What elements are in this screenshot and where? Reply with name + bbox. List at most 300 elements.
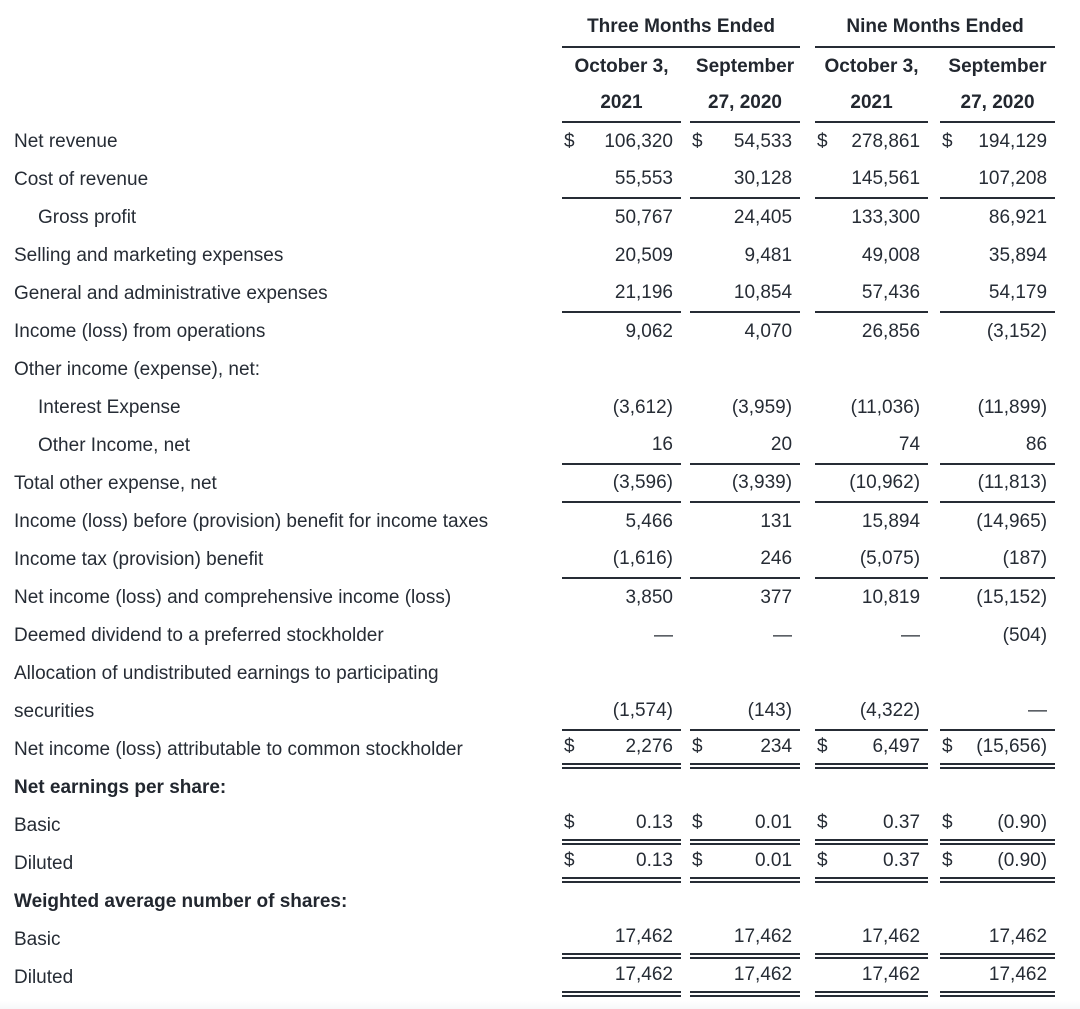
cell-value: 246 (760, 548, 793, 569)
table-row (14, 465, 1055, 503)
row-label: Income (loss) before (provision) benefit for income taxes (14, 511, 489, 532)
row-label: Basic (14, 815, 61, 836)
table-row (14, 959, 1055, 997)
value-cell-2 (690, 921, 800, 959)
value-cell-3 (815, 921, 928, 959)
column-gap (800, 389, 815, 427)
column-header-line1: October 3, (824, 55, 919, 77)
column-gap (681, 351, 690, 389)
table-row (14, 351, 1055, 389)
column-gap (800, 655, 815, 693)
column-header-line1: October 3, (574, 55, 669, 77)
value-cell-4 (940, 161, 1055, 199)
value-cell-3 (815, 693, 928, 731)
cell-value: 3,850 (625, 587, 673, 608)
column-gap (681, 389, 690, 427)
cell-value: 54,533 (733, 131, 793, 152)
header-gap (928, 48, 940, 123)
column-gap (800, 427, 815, 465)
cell-value: (3,959) (731, 397, 793, 418)
column-gap (681, 921, 690, 959)
dollar-sign: $ (564, 131, 575, 152)
value-cell-3 (815, 655, 928, 693)
column-header-line1: September (695, 55, 795, 77)
value-cell-3 (815, 579, 928, 617)
column-gap (928, 769, 940, 807)
cell-value: 17,462 (861, 926, 921, 947)
value-cell-4 (940, 275, 1055, 313)
row-label: Net earnings per share: (14, 777, 227, 798)
cell-value: 145,561 (851, 168, 921, 189)
column-gap (681, 237, 690, 275)
row-label: Selling and marketing expenses (14, 245, 284, 266)
column-gap (681, 845, 690, 883)
value-cell-3 (815, 161, 928, 199)
column-header-line2: 27, 2020 (960, 91, 1035, 113)
column-gap (928, 541, 940, 579)
column-gap (681, 541, 690, 579)
cell-value: — (901, 625, 921, 646)
cell-value: 50,767 (614, 207, 673, 228)
row-label: Gross profit (38, 207, 137, 228)
column-header-3 (815, 48, 928, 123)
row-label: Income tax (provision) benefit (14, 549, 264, 570)
cell-value: (1,574) (612, 700, 673, 721)
value-cell-1 (562, 123, 681, 161)
value-cell-2 (690, 541, 800, 579)
cell-value: 278,861 (851, 131, 921, 152)
value-cell-1 (562, 503, 681, 541)
value-cell-2 (690, 693, 800, 731)
cell-value: 0.13 (636, 850, 673, 871)
value-cell-4 (940, 427, 1055, 465)
dollar-sign: $ (564, 812, 575, 833)
column-gap (681, 617, 690, 655)
cell-value: — (773, 625, 793, 646)
cell-value: (0.90) (997, 850, 1048, 871)
column-header-line2: 2021 (600, 91, 643, 113)
cell-value: 20 (770, 434, 793, 455)
cell-value: (15,656) (976, 736, 1048, 757)
value-cell-4 (940, 123, 1055, 161)
value-cell-1 (562, 199, 681, 237)
table-row (14, 427, 1055, 465)
column-gap (928, 161, 940, 199)
dollar-sign: $ (942, 850, 953, 871)
column-gap (928, 693, 940, 731)
cell-value: 49,008 (861, 245, 921, 266)
row-label: Net revenue (14, 131, 118, 152)
table-row (14, 579, 1055, 617)
column-gap (928, 389, 940, 427)
value-cell-2 (690, 313, 800, 351)
table-row (14, 161, 1055, 199)
cell-value: (143) (747, 700, 793, 721)
column-gap (928, 503, 940, 541)
group-header-nine-months: Nine Months Ended (815, 8, 1055, 48)
cell-value: 0.13 (636, 812, 673, 833)
value-cell-4 (940, 769, 1055, 807)
value-cell-2 (690, 883, 800, 921)
cell-value: 55,553 (614, 168, 673, 189)
value-cell-3 (815, 503, 928, 541)
column-gap (681, 161, 690, 199)
cell-value: 20,509 (614, 245, 673, 266)
column-gap (800, 351, 815, 389)
cell-value: 9,481 (744, 245, 793, 266)
cell-value: 17,462 (733, 926, 793, 947)
column-gap (800, 503, 815, 541)
value-cell-2 (690, 769, 800, 807)
column-header-2 (690, 48, 800, 123)
cell-value: 24,405 (733, 207, 793, 228)
value-cell-4 (940, 921, 1055, 959)
cell-value: 17,462 (861, 964, 921, 985)
value-cell-2 (690, 465, 800, 503)
table-row (14, 237, 1055, 275)
column-gap (800, 313, 815, 351)
column-gap (928, 123, 940, 161)
row-label: General and administrative expenses (14, 283, 328, 304)
cell-value: 17,462 (988, 926, 1048, 947)
value-cell-4 (940, 655, 1055, 693)
column-gap (681, 199, 690, 237)
row-label: Interest Expense (38, 397, 181, 418)
value-cell-3 (815, 807, 928, 845)
table-row (14, 617, 1055, 655)
column-gap (928, 807, 940, 845)
column-gap (800, 883, 815, 921)
table-row (14, 199, 1055, 237)
table-row (14, 655, 1055, 693)
cell-value: 54,179 (988, 282, 1048, 303)
column-gap (800, 199, 815, 237)
value-cell-2 (690, 161, 800, 199)
cell-value: 10,854 (733, 282, 793, 303)
cell-value: 17,462 (614, 964, 673, 985)
value-cell-3 (815, 427, 928, 465)
cell-value: 131 (760, 511, 793, 532)
value-cell-4 (940, 237, 1055, 275)
row-label: Net income (loss) and comprehensive income (loss) (14, 587, 452, 608)
value-cell-3 (815, 617, 928, 655)
cell-value: (0.90) (997, 812, 1048, 833)
cell-value: — (1028, 700, 1048, 721)
row-label: Diluted (14, 967, 74, 988)
value-cell-4 (940, 845, 1055, 883)
value-cell-3 (815, 123, 928, 161)
column-gap (800, 541, 815, 579)
dollar-sign: $ (817, 131, 828, 152)
cell-value: 15,894 (861, 511, 921, 532)
row-label: Diluted (14, 853, 74, 874)
value-cell-2 (690, 275, 800, 313)
value-cell-2 (690, 731, 800, 769)
value-cell-1 (562, 617, 681, 655)
value-cell-1 (562, 959, 681, 997)
row-label: Income (loss) from operations (14, 321, 266, 342)
dollar-sign: $ (817, 736, 828, 757)
value-cell-2 (690, 427, 800, 465)
cell-value: 86 (1025, 434, 1048, 455)
cell-value: 57,436 (861, 282, 921, 303)
value-cell-3 (815, 541, 928, 579)
value-cell-1 (562, 427, 681, 465)
cell-value: 0.01 (755, 850, 793, 871)
value-cell-1 (562, 579, 681, 617)
column-group-row (14, 8, 1055, 48)
cell-value: 16 (651, 434, 673, 455)
group-header-three-months: Three Months Ended (562, 8, 800, 48)
row-label: securities (14, 701, 95, 722)
column-gap (928, 351, 940, 389)
value-cell-1 (562, 655, 681, 693)
cell-value: 35,894 (988, 245, 1048, 266)
value-cell-2 (690, 199, 800, 237)
table-row (14, 389, 1055, 427)
value-cell-1 (562, 921, 681, 959)
column-date-row (14, 48, 1055, 123)
column-gap (928, 275, 940, 313)
column-gap (681, 427, 690, 465)
row-label: Cost of revenue (14, 169, 149, 190)
income-statement-table (14, 8, 1055, 997)
value-cell-1 (562, 883, 681, 921)
dollar-sign: $ (817, 850, 828, 871)
row-label: Allocation of undistributed earnings to participating (14, 663, 439, 684)
value-cell-1 (562, 237, 681, 275)
header-gap (681, 48, 690, 123)
cell-value: (4,322) (859, 700, 921, 721)
value-cell-3 (815, 313, 928, 351)
value-cell-2 (690, 237, 800, 275)
cell-value: 194,129 (978, 131, 1048, 152)
value-cell-1 (562, 313, 681, 351)
value-cell-2 (690, 579, 800, 617)
value-cell-4 (940, 351, 1055, 389)
column-gap (681, 807, 690, 845)
column-gap (800, 275, 815, 313)
value-cell-1 (562, 389, 681, 427)
value-cell-3 (815, 769, 928, 807)
column-gap (928, 845, 940, 883)
cell-value: 2,276 (625, 736, 673, 757)
column-gap (800, 959, 815, 997)
value-cell-3 (815, 731, 928, 769)
value-cell-2 (690, 807, 800, 845)
column-gap (928, 199, 940, 237)
value-cell-1 (562, 731, 681, 769)
column-gap (800, 123, 815, 161)
value-cell-1 (562, 275, 681, 313)
value-cell-4 (940, 389, 1055, 427)
table-row (14, 807, 1055, 845)
table-row (14, 541, 1055, 579)
column-header-line2: 2021 (850, 91, 893, 113)
column-gap (800, 465, 815, 503)
cell-value: 10,819 (861, 587, 921, 608)
cell-value: 377 (760, 587, 793, 608)
header-spacer (14, 8, 562, 48)
cell-value: 17,462 (614, 926, 673, 947)
header-spacer (14, 48, 562, 123)
cell-value: (3,596) (612, 472, 673, 493)
column-gap (928, 921, 940, 959)
value-cell-4 (940, 693, 1055, 731)
cell-value: (3,939) (731, 472, 793, 493)
value-cell-3 (815, 351, 928, 389)
dollar-sign: $ (692, 850, 703, 871)
column-gap (928, 655, 940, 693)
column-gap (681, 693, 690, 731)
value-cell-2 (690, 845, 800, 883)
column-gap (681, 313, 690, 351)
column-gap (681, 655, 690, 693)
column-header-line1: September (948, 55, 1047, 77)
table-row (14, 845, 1055, 883)
row-label: Weighted average number of shares: (14, 891, 348, 912)
cell-value: (5,075) (859, 548, 921, 569)
cell-value: 21,196 (614, 282, 673, 303)
column-gap (681, 731, 690, 769)
value-cell-1 (562, 693, 681, 731)
value-cell-3 (815, 845, 928, 883)
cell-value: 17,462 (733, 964, 793, 985)
dollar-sign: $ (692, 131, 703, 152)
value-cell-2 (690, 351, 800, 389)
value-cell-3 (815, 237, 928, 275)
cell-value: (10,962) (849, 472, 921, 493)
value-cell-2 (690, 617, 800, 655)
cell-value: 17,462 (988, 964, 1048, 985)
column-gap (681, 123, 690, 161)
value-cell-4 (940, 883, 1055, 921)
cell-value: 6,497 (872, 736, 921, 757)
column-gap (800, 161, 815, 199)
column-gap (800, 579, 815, 617)
column-gap (800, 807, 815, 845)
financial-statement-sheet (0, 8, 1080, 1009)
value-cell-3 (815, 389, 928, 427)
dollar-sign: $ (942, 131, 953, 152)
value-cell-4 (940, 807, 1055, 845)
column-gap (928, 465, 940, 503)
row-label: Net income (loss) attributable to common stockholder (14, 739, 463, 760)
cell-value: (11,813) (977, 472, 1048, 493)
cell-value: 26,856 (861, 321, 921, 342)
cell-value: — (654, 625, 673, 646)
table-row (14, 123, 1055, 161)
column-gap (800, 769, 815, 807)
table-body (14, 123, 1055, 997)
column-gap (800, 237, 815, 275)
table-row (14, 769, 1055, 807)
value-cell-4 (940, 731, 1055, 769)
dollar-sign: $ (692, 812, 703, 833)
value-cell-2 (690, 959, 800, 997)
column-gap (800, 693, 815, 731)
value-cell-1 (562, 541, 681, 579)
cell-value: 0.01 (755, 812, 793, 833)
column-gap (681, 769, 690, 807)
column-gap (928, 237, 940, 275)
cell-value: (187) (1002, 548, 1048, 569)
table-row (14, 275, 1055, 313)
value-cell-4 (940, 617, 1055, 655)
row-label: Other Income, net (38, 435, 191, 456)
value-cell-3 (815, 199, 928, 237)
dollar-sign: $ (942, 812, 953, 833)
value-cell-1 (562, 351, 681, 389)
column-gap (800, 845, 815, 883)
cell-value: 74 (898, 434, 921, 455)
value-cell-4 (940, 465, 1055, 503)
cell-value: 86,921 (988, 207, 1048, 228)
table-row (14, 921, 1055, 959)
dollar-sign: $ (692, 736, 703, 757)
dollar-sign: $ (564, 850, 575, 871)
dollar-sign: $ (942, 736, 953, 757)
cell-value: 5,466 (625, 511, 673, 532)
cell-value: (15,152) (976, 587, 1048, 608)
cell-value: 9,062 (625, 321, 673, 342)
value-cell-2 (690, 503, 800, 541)
value-cell-1 (562, 161, 681, 199)
table-row (14, 693, 1055, 731)
column-gap (681, 465, 690, 503)
column-gap (928, 617, 940, 655)
value-cell-4 (940, 503, 1055, 541)
cell-value: 106,320 (604, 131, 673, 152)
column-gap (681, 275, 690, 313)
dollar-sign: $ (564, 736, 575, 757)
row-label: Deemed dividend to a preferred stockholder (14, 625, 384, 646)
row-label: Total other expense, net (14, 473, 217, 494)
value-cell-2 (690, 123, 800, 161)
value-cell-4 (940, 313, 1055, 351)
cell-value: (3,612) (612, 397, 673, 418)
header-gap (800, 48, 815, 123)
header-gap (800, 8, 815, 48)
cell-value: (14,965) (976, 511, 1048, 532)
cell-value: 30,128 (733, 168, 793, 189)
value-cell-3 (815, 275, 928, 313)
cell-value: (11,899) (977, 397, 1048, 418)
row-label: Other income (expense), net: (14, 359, 261, 380)
value-cell-4 (940, 959, 1055, 997)
cell-value: 133,300 (851, 207, 921, 228)
column-gap (681, 959, 690, 997)
column-header-4 (940, 48, 1055, 123)
column-gap (681, 503, 690, 541)
column-header-line2: 27, 2020 (708, 91, 782, 113)
column-gap (800, 921, 815, 959)
table-header (14, 8, 1055, 123)
value-cell-4 (940, 579, 1055, 617)
cell-value: 4,070 (744, 321, 793, 342)
column-gap (928, 579, 940, 617)
value-cell-3 (815, 883, 928, 921)
cell-value: 107,208 (978, 168, 1048, 189)
column-gap (681, 579, 690, 617)
column-gap (928, 731, 940, 769)
column-gap (800, 617, 815, 655)
value-cell-3 (815, 465, 928, 503)
cell-value: (504) (1002, 625, 1048, 646)
row-label: Basic (14, 929, 61, 950)
table-row (14, 503, 1055, 541)
value-cell-1 (562, 807, 681, 845)
